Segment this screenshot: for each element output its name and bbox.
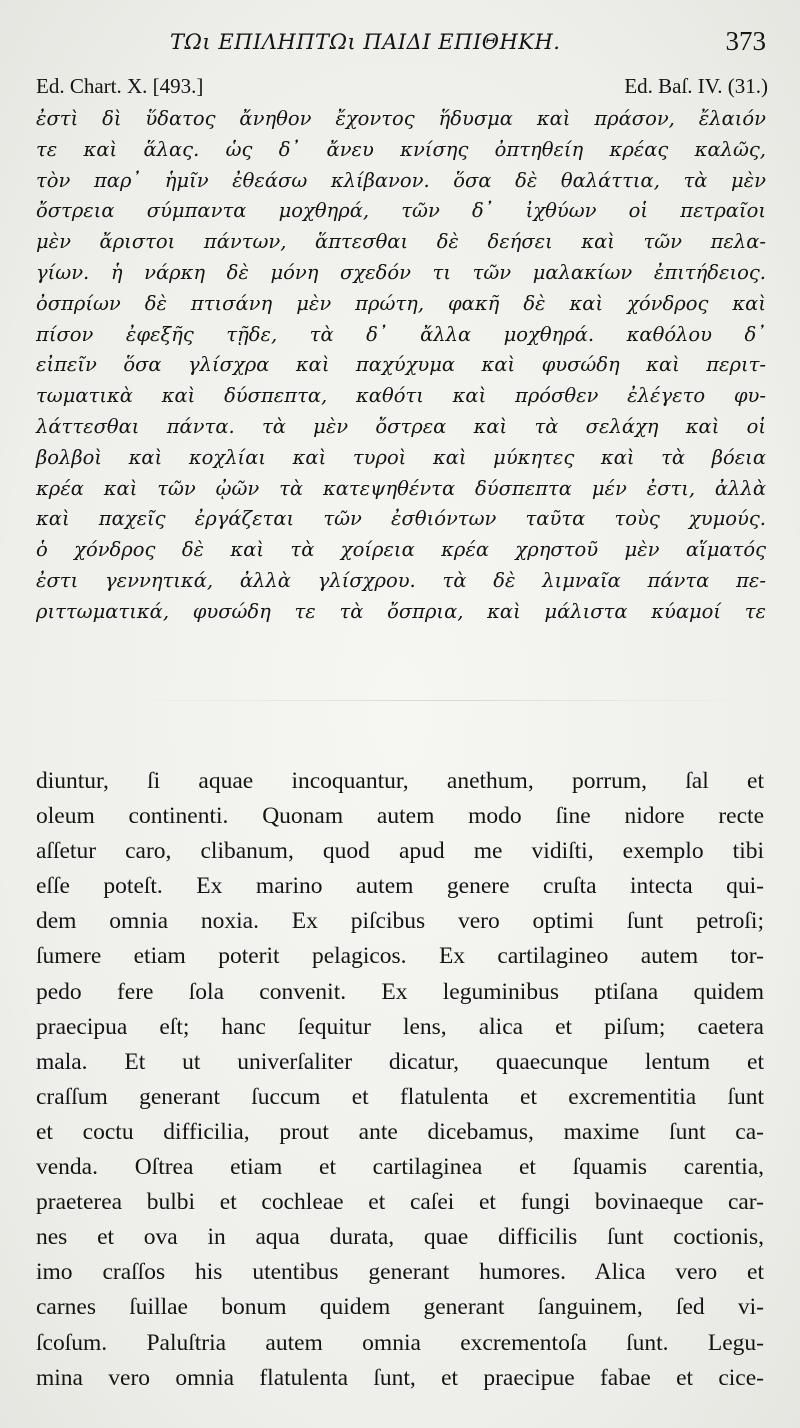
latin-line: ſcoſum. Paluſtria autem omnia excrementoſa ſunt. Legu- <box>36 1329 764 1356</box>
edition-chart-reference: Ed. Chart. X. [493.] <box>36 74 204 98</box>
greek-line: λάττεσθαι πάντα. τὰ μὲν ὄστρεα καὶ τὰ σελάχη καὶ οἱ <box>36 414 766 438</box>
latin-line: diuntur, ſi aquae incoquantur, anethum, porrum, ſal et <box>36 768 764 794</box>
greek-line: βολβοὶ καὶ κοχλίαι καὶ τυροὶ καὶ μύκητες καὶ τὰ βόεια <box>36 445 766 469</box>
latin-line: mina vero omnia flatulenta ſunt, et praecipue fabae et cice- <box>36 1364 764 1391</box>
greek-line: τωματικὰ καὶ δύσπεπτα, καθότι καὶ πρόσθεν ἐλέγετο φυ- <box>36 384 766 408</box>
latin-line: praeterea bulbi et cochleae et caſei et fungi bovinaeque car- <box>36 1189 764 1216</box>
greek-line: ἐστὶ δὶ ὕδατος ἄνηθον ἔχοντος ἥδυσμα καὶ πράσον, ἔλαιόν <box>36 107 766 130</box>
greek-line: ριττωματικά, φυσώδη τε τὰ ὄσπρια, καὶ μάλιστα κύαμοί τε <box>36 599 766 623</box>
edition-references <box>0 74 800 104</box>
running-title: ΤΩι ΕΠΙΛΗΠΤΩι ΠΑΙΔΙ ΕΠΙΘΗΚΗ. <box>170 30 561 54</box>
latin-text-block <box>36 764 764 1396</box>
running-head <box>0 26 800 62</box>
greek-line: ὄστρεια σύμπαντα μοχθηρά, τῶν δ᾽ ἰχθύων οἱ πετραῖοι <box>36 199 766 223</box>
greek-line: ἐστι γεννητικά, ἀλλὰ γλίσχρου. τὰ δὲ λιμναῖα πάντα πε- <box>36 568 766 592</box>
greek-line: πίσον ἐφεξῆς τῇδε, τὰ δ᾽ ἄλλα μοχθηρά. καθόλου δ᾽ <box>36 322 766 346</box>
greek-line: ὀσπρίων δὲ πτισάνη μὲν πρώτη, φακῆ δὲ καὶ χόνδρος καὶ <box>36 291 766 315</box>
latin-line: oleum continenti. Quonam autem modo ſine nidore recte <box>36 803 764 830</box>
latin-line: praecipua eſt; hanc ſequitur lens, alica et piſum; caetera <box>36 1013 764 1040</box>
page-number: 373 <box>725 26 766 56</box>
latin-line: dem omnia noxia. Ex piſcibus vero optimi ſunt petroſi; <box>36 908 764 935</box>
greek-line: μὲν ἄριστοι πάντων, ἅπτεσθαι δὲ δεήσει καὶ τῶν πελα- <box>36 230 766 254</box>
latin-line: carnes ſuillae bonum quidem generant ſanguinem, ſed vi- <box>36 1294 764 1321</box>
latin-line: imo craſſos his utentibus generant humores. Alica vero et <box>36 1259 764 1286</box>
latin-line: et coctu difficilia, prout ante dicebamus, maxime ſunt ca- <box>36 1118 764 1145</box>
latin-line: aſſetur caro, clibanum, quod apud me vidiſti, exemplo tibi <box>36 838 764 865</box>
greek-line: καὶ παχεῖς ἐργάζεται τῶν ἐσθιόντων ταῦτα τοὺς χυμούς. <box>36 507 766 531</box>
latin-line: venda. Oſtrea etiam et cartilaginea et ſquamis carentia, <box>36 1154 764 1181</box>
latin-line: pedo fere ſola convenit. Ex leguminibus ptiſana quidem <box>36 978 764 1005</box>
greek-line: τε καὶ ἅλας. ὡς δ᾽ ἄνευ κνίσης ὀπτηθείη κρέας καλῶς, <box>36 137 766 161</box>
latin-line: eſſe poteſt. Ex marino autem genere cruſta intecta qui- <box>36 873 764 900</box>
bleed-through-divider <box>120 700 760 701</box>
greek-line: εἰπεῖν ὅσα γλίσχρα καὶ παχύχυμα καὶ φυσώδη καὶ περιτ- <box>36 353 766 377</box>
latin-line: nes et ova in aqua durata, quae difficilis ſunt coctionis, <box>36 1224 764 1251</box>
greek-line: ὁ χόνδρος δὲ καὶ τὰ χοίρεια κρέα χρηστοῦ μὲν αἵματός <box>36 538 766 562</box>
edition-basel-reference: Ed. Baſ. IV. (31.) <box>624 74 768 98</box>
latin-line: mala. Et ut univerſaliter dicatur, quaecunque lentum et <box>36 1048 764 1075</box>
greek-text-block <box>36 104 766 628</box>
greek-line: γίων. ἡ νάρκη δὲ μόνη σχεδόν τι τῶν μαλακίων ἐπιτήδειος. <box>36 260 766 284</box>
greek-line: τὸν παρ᾽ ἡμῖν ἐθεάσω κλίβανον. ὅσα δὲ θαλάττια, τὰ μὲν <box>36 168 766 192</box>
latin-line: craſſum generant ſuccum et flatulenta et excrementitia ſunt <box>36 1083 764 1110</box>
greek-line: κρέα καὶ τῶν ᾠῶν τὰ κατεψηθέντα δύσπεπτα μέν ἐστι, ἀλλὰ <box>36 476 766 500</box>
latin-line: ſumere etiam poterit pelagicos. Ex cartilagineo autem tor- <box>36 943 764 970</box>
